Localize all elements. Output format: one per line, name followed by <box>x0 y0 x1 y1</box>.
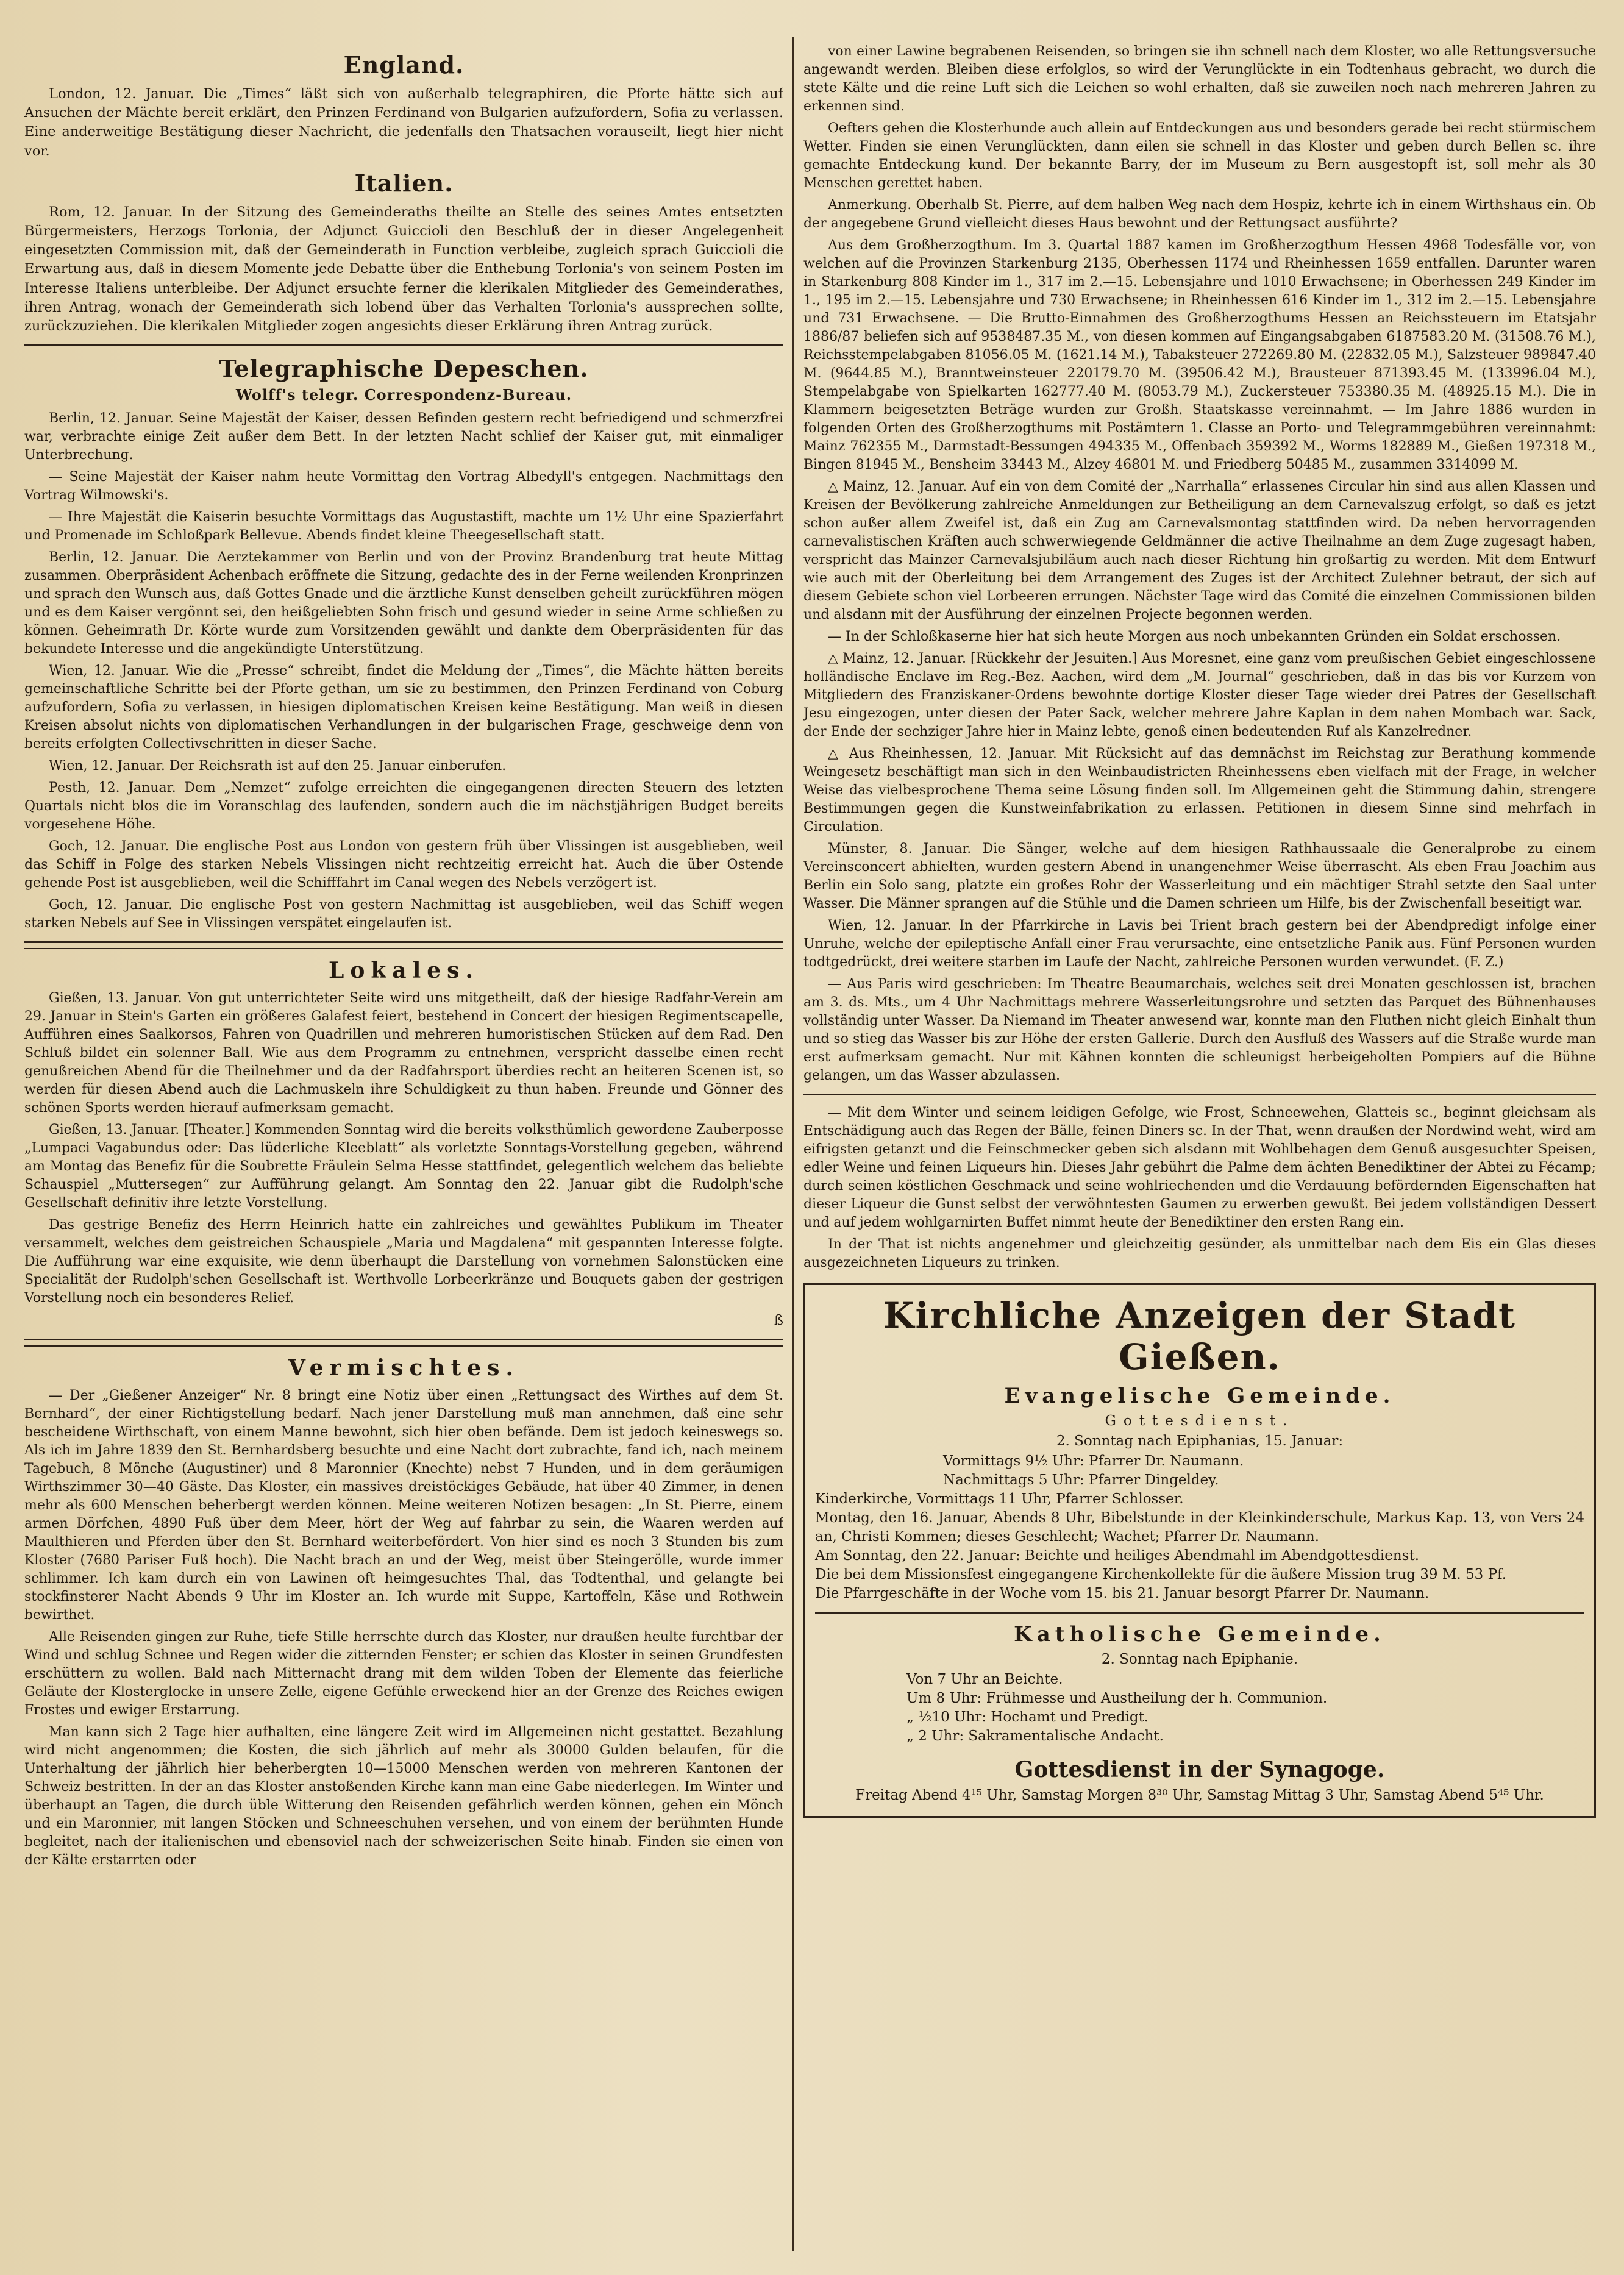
article-paragraph: △ Mainz, 12. Januar. [Rückkehr der Jesuiten.] Aus Moresnet, eine ganz vom preußischen Gebiet eingeschlossene holländische Enclave im Reg.-Bez. Aachen, wird dem „M. Journal“ geschrieben, daß in das bis vor Kurzem von Mitgliedern des Franziskaner-Ordens bewohnte dortige Kloster dieser Tage wieder drei Patres der Gesellschaft Jesu eingezogen, unter diesen der Pater Sack, welcher mehrere Jahre Kaplan in dem nahen Mombach war. Sack, der Ende der sechziger Jahre hier in Mainz lebte, genoß einen bedeutenden Ruf als Kanzelredner. <box>803 651 1596 739</box>
article-paragraph: △ Aus Rheinhessen, 12. Januar. Mit Rücksicht auf das demnächst im Reichstag zur Berathung kommende Weingesetz beschäftigt man sich in den Weinbaudistricten Rheinhessens eben vielfach mit der Frage, in welcher Weise das vielbesprochene Thema seine Lösung finden soll. Im Allgemeinen geht die Stimmung dahin, strengere Bestimmungen gegen die Kunstweinfabrikation zu erlassen. Petitionen in diesem Sinne sind mehrfach in Circulation. <box>803 746 1596 835</box>
right-column <box>803 43 1596 2251</box>
lokales-signature: ß <box>774 1312 783 1329</box>
telegraph-item: — Seine Majestät der Kaiser nahm heute Vormittag den Vortrag Albedyll's entgegen. Nachmittags den Vortrag Wilmowski's. <box>24 469 783 504</box>
afternoon-service: Nachmittags 5 Uhr: Pfarrer Dingeldey. <box>943 1472 1219 1488</box>
church-notices-box <box>803 1283 1596 1818</box>
vermischtes-item: Alle Reisenden gingen zur Ruhe, tiefe Stille herrschte durch das Kloster, nur draußen heulte furchtbar der Wind und schlug Schnee und Regen wider die zitternden Fenster; er schien das Kloster in seinen Grundfesten erschüttern zu wollen. Bald nach Mitternacht drang mit dem wilden Toben der Elemente das feierliche Geläute der Klosterglocke in unsere Zelle, eigene Gefühle erweckend hier an der Grenze des Reiches ewigen Frostes und ewiger Erstarrung. <box>24 1629 783 1718</box>
collection-notice: Die bei dem Missionsfest eingegangene Kirchenkollekte für die äußere Mission trug 39 M. 53 Pf. <box>815 1567 1507 1583</box>
telegraph-item: Goch, 12. Januar. Die englische Post von gestern Nachmittag ist ausgeblieben, weil das Schiff wegen starken Nebels auf See in Vlissingen verspätet eingelaufen ist. <box>24 897 783 931</box>
vermischtes-item: Man kann sich 2 Tage hier aufhalten, eine längere Zeit wird im Allgemeinen nicht gestattet. Bezahlung wird nicht angenommen; die Kosten, die sich jährlich auf mehr als 30000 Gulden belaufen, für die Unterhaltung der jährlich hier beherbergten 10—15000 Menschen werden von mehreren Kantonen der Schweiz bestritten. In der an das Kloster anstoßenden Kirche kann man eine Gabe niederlegen. Im Winter und überhaupt an Tagen, die durch üble Witterung den Reisenden gefährlich werden können, gehen ein Mönch und ein Maronnier, mit langen Stöcken und Schneeschuhen versehen, und von einem der berühmten Hunde begleitet, nach der italienischen und ebensoviel nach der schweizerischen Seite hinab. Finden sie einen von der Kälte erstarrten oder <box>24 1725 783 1868</box>
article-paragraph: von einer Lawine begrabenen Reisenden, so bringen sie ihn schnell nach dem Kloster, wo alle Rettungsversuche angewandt werden. Bleiben diese erfolglos, so wird der Verunglückte in ein Todtenhaus gebracht, wo durch die stete Kälte und die reine Luft sich die Leichen so wohl erhalten, daß sie zuweilen noch nach mehreren Jahren zu erkennen sind. <box>803 44 1596 114</box>
telegraph-item: Pesth, 12. Januar. Dem „Nemzet“ zufolge erreichten die eingegangenen directen Steuern des letzten Quartals nicht blos die im Voranschlag des laufenden, sondern auch die im nächstjährigen Budget bereits vorgesehene Höhe. <box>24 780 783 833</box>
vermischtes-heading: Vermischtes. <box>288 1355 519 1381</box>
service-label: Gottesdienst. <box>1105 1413 1295 1429</box>
article-paragraph: Wien, 12. Januar. In der Pfarrkirche in Lavis bei Trient brach gestern bei der Abendpredigt infolge einer Unruhe, welche der epileptische Anfall einer Frau verursachte, eine entsetzliche Panik aus. Fünf Personen wurden todtgedrückt, drei weitere starben im Laufe der Nacht, zahlreiche Personen wurden verwundet. (F. Z.) <box>803 918 1596 970</box>
divider <box>24 344 783 346</box>
telegraph-subheading: Wolff's telegr. Correspondenz-Bureau. <box>235 386 572 404</box>
telegraph-item: Goch, 12. Januar. Die englische Post aus London von gestern früh über Vlissingen ist ausgeblieben, weil das Schiff in Folge des starken Nebels Vlissingen nicht rechtzeitig erreicht hat. Auch die über Ostende gehende Post ist ausgeblieben, weil die Schifffahrt im Canal wegen des Nebels verzögert ist. <box>24 839 783 891</box>
bible-hour: Montag, den 16. Januar, Abends 8 Uhr, Bibelstunde in der Kleinkinderschule, Markus Kap. 13, von Vers 24 an, Christi Kommen; dieses Geschlecht; Wachet; Pfarrer Dr. Naumann. <box>815 1510 1584 1545</box>
article-paragraph: Oefters gehen die Klosterhunde auch allein auf Entdeckungen aus und besonders gerade bei recht stürmischem Wetter. Finden sie einen Verunglückten, dann eilen sie schnell in das Kloster und geben durch Bellen sc. ihre gemachte Entdeckung kund. Der bekannte Barry, der im Museum zu Bern ausgestopft ist, soll mehr als 30 Menschen gerettet haben. <box>803 121 1596 191</box>
italien-article: Rom, 12. Januar. In der Sitzung des Gemeinderaths theilte an Stelle des seines Amtes entsetzten Bürgermeisters, Herzogs Torlonia, der Adjunct Guiccioli den Beschluß der in dieser Angelegenheit eingesetzten Commission mit, daß der Gemeinderath in Function verbleibe, zugleich sprach Guiccioli die Erwartung aus, daß in diesem Momente jede Debatte über die Enthebung Torlonia's von seinem Posten im Interesse Italiens unterbleibe. Der Adjunct ersuchte ferner die klerikalen Mitglieder des Gemeinderathes, ihren Antrag, wonach der Gemeinderath sich lobend über das Verhalten Torlonia's aussprechen sollte, zurückzuziehen. Die klerikalen Mitglieder zogen angesichts dieser Erklärung ihren Antrag zurück. <box>24 204 783 335</box>
article-paragraph: — Aus Paris wird geschrieben: Im Theatre Beaumarchais, welches seit drei Monaten geschlossen ist, brachen am 3. ds. Mts., um 4 Uhr Nachmittags mehrere Wasserleitungsrohre und setzten das Parquet des Bühnenhauses vollständig unter Wasser. Da Niemand im Theater anwesend war, konnte man den Fluthen nicht gleich Einhalt thun und so stieg das Wasser bis zur Höhe der ersten Gallerie. Durch den Ausfluß des Wassers auf die Straße wurde man erst aufmerksam gemacht. Nur mit Kähnen konnten die schleunigst herbeigeholten Pompiers auf die Bühne gelangen, um das Wasser abzulassen. <box>803 977 1596 1083</box>
article-paragraph: Anmerkung. Oberhalb St. Pierre, auf dem halben Weg nach dem Hospiz, kehrte ich in einem Wirthshaus ein. Ob der angegebene Grund vielleicht dieses Haus bewohnt und der Rettungsact ausführte? <box>803 198 1596 231</box>
catholic-sunday: 2. Sonntag nach Epiphanie. <box>1101 1651 1298 1667</box>
advert-paragraph: In der That ist nichts angenehmer und gleichzeitig gesünder, als unmittelbar nach dem Eis ein Glas dieses ausgezeichneten Liqueurs zu trinken. <box>803 1237 1596 1270</box>
telegraph-item: Berlin, 12. Januar. Seine Majestät der Kaiser, dessen Befinden gestern recht befriedigend und schmerzfrei war, verbrachte einige Zeit außer dem Bett. In der letzten Nacht schlief der Kaiser gut, mit einmaliger Unterbrechung. <box>24 411 783 463</box>
divider <box>803 1094 1596 1095</box>
synagogue-heading: Gottesdienst in der Synagoge. <box>1014 1757 1385 1782</box>
column-rule <box>792 37 794 2251</box>
italien-heading: Italien. <box>354 169 454 197</box>
divider <box>24 1339 783 1347</box>
mass-line: Von 7 Uhr an Beichte. <box>906 1672 1063 1687</box>
england-article: London, 12. Januar. Die „Times“ läßt sich von außerhalb telegraphiren, die Pforte hätte sich auf Ansuchen der Mächte bereit erklärt, den Prinzen Ferdinand von Bulgarien aufzufordern, Sofia zu verlassen. Eine anderweitige Bestätigung dieser Nachricht, die jedenfalls den Thatsachen vorauseilt, liegt hier nicht vor. <box>24 86 783 159</box>
lokales-item: Gießen, 13. Januar. [Theater.] Kommenden Sonntag wird die bereits volksthümlich gewordene Zauberposse „Lumpaci Vagabundus oder: Das lüderliche Kleeblatt“ als vorletzte Sonntags-Vorstellung gegeben, während am Montag das Benefiz für die Soubrette Fräulein Selma Hesse stattfindet, gelegentlich welchem das beliebte Schauspiel „Muttersegen“ zur Aufführung gelangt. Am Sonntag den 22. Januar gibt die Rudolph'sche Gesellschaft definitiv ihre letzte Vorstellung. <box>24 1122 783 1211</box>
advert-paragraph: — Mit dem Winter und seinem leidigen Gefolge, wie Frost, Schneewehen, Glatteis sc., beginnt gleichsam als Entschädigung auch das Regen der Bälle, feinen Diners sc. In der That, wenn draußen der Nordwind weht, wird am eifrigsten getanzt und die Feinschmecker geben sich alsdann mit Wohlbehagen dem Genuß ausgesuchter Speisen, edler Weine und feinen Liqueurs hin. Dieses Jahr gebührt die Palme dem ächten Benediktiner der Abtei zu Fécamp; durch seinen köstlichen Geschmack und seine wohlriechenden und die Verdauung befördernden Eigenschaften hat dieser Liqueur die Gunst selbst der verwöhntesten Gaumen zu erwerben gewußt. Bei jedem vollständigen Dessert und auf jedem wohlgarnirten Buffet nimmt heute der Benediktiner den ersten Rang ein. <box>803 1105 1596 1230</box>
article-paragraph: — In der Schloßkaserne hier hat sich heute Morgen aus noch unbekannten Gründen ein Soldat erschossen. <box>828 629 1561 644</box>
parish-duty: Die Pfarrgeschäfte in der Woche vom 15. bis 21. Januar besorgt Pfarrer Dr. Naumann. <box>815 1586 1430 1601</box>
lokales-item: Gießen, 13. Januar. Von gut unterrichteter Seite wird uns mitgetheilt, daß der hiesige Radfahr-Verein am 29. Januar in Stein's Garten ein größeres Galafest feiert, bestehend in Concert der hiesigen Regimentscapelle, Aufführen eines Saalkorsos, Fahren von Quadrillen und mehreren humoristischen Stücken auf dem Rad. Den Schluß bildet ein solenner Ball. Wie aus dem Programm zu entnehmen, verspricht dasselbe einen recht genußreichen Abend für die Theilnehmer und da der Radfahrsport überdies recht an heiteren Scenen ist, so werden für diesen Abend auch die Lachmuskeln ihre Schuldigkeit zu thun haben. Freunde und Gönner des schönen Sports werden hierauf aufmerksam gemacht. <box>24 991 783 1116</box>
vermischtes-item: — Der „Gießener Anzeiger“ Nr. 8 bringt eine Notiz über einen „Rettungsact des Wirthes auf dem St. Bernhard“, der einer Richtigstellung bedarf. Nach jener Darstellung muß man annehmen, daß eine sehr bescheidene Wirthschaft, von einem Manne bewohnt, sich hier oben befände. Dem ist jedoch keineswegs so. Als ich im Jahre 1839 den St. Bernhardsberg besuchte und eine Nacht dort zubrachte, fand ich, nach meinem Tagebuch, 8 Mönche (Augustiner) und 8 Maronnier (Knechte) nebst 7 Hunden, und in dem geräumigen Wirthszimmer 30—40 Gäste. Das Kloster, ein massives dreistöckiges Gebäude, hat über 40 Zimmer, in denen mehr als 600 Menschen beherbergt werden können. Meine weiteren Notizen besagen: „In St. Pierre, einem armen Dörfchen, 4890 Fuß über dem Meer, hört der Weg auf fahrbar zu sein, die Waaren werden auf Maulthieren und Pferden über den St. Bernhard weiterbefördert. Von hier sind es noch 3 Stunden bis zum Kloster (7680 Pariser Fuß hoch). Die Nacht brach an und der Weg, meist über Steingerölle, wurde immer schlimmer. Ich kam durch ein von Lawinen oft heimgesuchtes Thal, das Todtenthal, und gelangte bei stockfinsterer Nacht Abends 9 Uhr im Kloster an. Ich wurde mit Suppe, Kartoffeln, Käse und Rothwein bewirthet. <box>24 1388 783 1623</box>
divider <box>24 941 783 949</box>
lokales-item: Das gestrige Benefiz des Herrn Heinrich hatte ein zahlreiches und gewähltes Publikum im Theater versammelt, welches dem geistreichen Schauspiele „Maria und Magdalena“ mit gespannten Interesse folgte. Die Aufführung war eine exquisite, wie denn überhaupt die Darstellung von vornehmen Salonstücken eine Specialität der Rudolph'schen Gesellschaft ist. Werthvolle Lorbeerkränze und Bouquets gaben der gestrigen Vorstellung noch ein besonderes Relief. <box>24 1217 783 1306</box>
lokales-heading: Lokales. <box>329 958 479 984</box>
catholic-heading: Katholische Gemeinde. <box>1014 1622 1386 1647</box>
telegraph-heading: Telegraphische Depeschen. <box>219 355 589 383</box>
synagogue-times: Freitag Abend 4¹⁵ Uhr, Samstag Morgen 8³⁰ Uhr, Samstag Mittag 3 Uhr, Samstag Abend 5⁴⁵ Uhr. <box>855 1787 1544 1803</box>
article-paragraph: △ Mainz, 12. Januar. Auf ein von dem Comité der „Narrhalla“ erlassenes Circular hin sind aus allen Klassen und Kreisen der Bevölkerung zahlreiche Anmeldungen zur Betheiligung an dem Carnevalszug erfolgt, so daß es jetzt schon außer allem Zweifel ist, daß ein Zug am Carnevalsmontag stattfinden wird. Da neben hervorragenden carnevalistischen Kräften auch schwerwiegende Geldmänner die active Theilnahme an dem Zuge zugesagt haben, verspricht das Mainzer Carnevalsjubiläum auch nach dieser Richtung hin großartig zu werden. Mit dem Entwurf wie auch mit der Oberleitung bei dem Arrangement des Zuges ist der Architect Zulehner betraut, der sich auf diesem Gebiete schon viel Lorbeeren errungen. Nächster Tage wird das Comité die einzelnen Commissionen bilden und alsdann mit der Ausführung der einzelnen Projecte begonnen werden. <box>803 479 1596 622</box>
article-paragraph: Münster, 8. Januar. Die Sänger, welche auf dem hiesigen Rathhaussaale die Generalprobe zu einem Vereinsconcert abhielten, wurden gestern Abend in unangenehmer Weise überrascht. Als eben Frau Joachim aus Berlin ein Solo sang, platzte ein großes Rohr der Wasserleitung und ein mächtiger Strahl setzte den Saal unter Wasser. Die Männer sprangen auf die Stühle und die Damen schrieen um Hilfe, bis der Zwischenfall beseitigt war. <box>803 841 1596 911</box>
left-column <box>24 43 783 2251</box>
morning-service: Vormittags 9½ Uhr: Pfarrer Dr. Naumann. <box>943 1453 1244 1469</box>
communion-notice: Am Sonntag, den 22. Januar: Beichte und heiliges Abendmahl im Abendgottesdienst. <box>815 1548 1420 1564</box>
church-heading: Kirchliche Anzeigen der Stadt Gießen. <box>883 1295 1516 1378</box>
mass-line: „ ½10 Uhr: Hochamt und Predigt. <box>906 1709 1149 1725</box>
mass-line: Um 8 Uhr: Frühmesse und Austheilung der h. Communion. <box>906 1690 1328 1706</box>
telegraph-item: Wien, 12. Januar. Wie die „Presse“ schreibt, findet die Meldung der „Times“, die Mächte hätten bereits gemeinschaftliche Schritte bei der Pforte gethan, um sie zu bestimmen, den Prinzen Ferdinand von Coburg aufzufordern, Sofia zu verlassen, in hiesigen diplomatischen Kreisen keine Bestätigung. Man weiß in diesen Kreisen absolut nichts von diplomatischen Verhandlungen in der bulgarischen Frage, geschweige denn von bereits erfolgten Collectivschritten in dieser Sache. <box>24 663 783 752</box>
children-church: Kinderkirche, Vormittags 11 Uhr, Pfarrer Schlosser. <box>815 1491 1184 1507</box>
england-heading: England. <box>343 51 465 79</box>
evangelical-heading: Evangelische Gemeinde. <box>1004 1384 1395 1408</box>
mass-line: „ 2 Uhr: Sakramentalische Andacht. <box>906 1728 1164 1744</box>
telegraph-item: — Ihre Majestät die Kaiserin besuchte Vormittags das Augustastift, machte um 1½ Uhr eine Spazierfahrt und Promenade im Schloßpark Bellevue. Abends findet kleine Theegesellschaft statt. <box>24 510 783 544</box>
telegraph-item: Wien, 12. Januar. Der Reichsrath ist auf den 25. Januar einberufen. <box>49 758 507 774</box>
telegraph-item: Berlin, 12. Januar. Die Aerztekammer von Berlin und von der Provinz Brandenburg trat heute Mittag zusammen. Oberpräsident Achenbach eröffnete die Sitzung, gedachte des in der Ferne weilenden Kronprinzen und sprach den Wunsch aus, daß Gottes Gnade und die ärztliche Kunst denselben geheilt zurückführen mögen und es dem Kaiser vergönnt sei, den heißgeliebten Sohn frisch und gesund wieder in seine Arme schließen zu können. Geheimrath Dr. Körte wurde zum Vorsitzenden gewählt und dankte dem Oberpräsidenten für das bekundete Interesse und die angekündigte Unterstützung. <box>24 550 783 657</box>
divider <box>815 1612 1584 1614</box>
article-paragraph: Aus dem Großherzogthum. Im 3. Quartal 1887 kamen im Großherzogthum Hessen 4968 Todesfälle vor, von welchen auf die Provinzen Starkenburg 2135, Oberhessen 1174 und Rheinhessen 1659 entfallen. Darunter waren in Starkenburg 808 Kinder im 1., 317 im 2.—15. Lebensjahre und 1010 Erwachsene; in Oberhessen 249 Kinder im 1., 195 im 2.—15. Lebensjahre und 730 Erwachsene; in Rheinhessen 616 Kinder im 1., 312 im 2.—15. Lebensjahre und 731 Erwachsene. — Die Brutto-Einnahmen des Großherzogthums Hessen an Reichssteuern im Etatsjahr 1886/87 beliefen sich auf 9538487.35 M., von diesen kommen auf Eingangsabgaben 6187583.20 M. (31508.76 M.), Reichsstempelabgaben 81056.05 M. (1621.14 M.), Tabaksteuer 272269.80 M. (22832.05 M.), Salzsteuer 989847.40 M. (9644.85 M.), Branntweinsteuer 220179.70 M. (39506.42 M.), Brausteuer 871393.45 M. (133996.04 M.), Stempelabgabe von Spielkarten 162777.40 M. (8053.79 M.), Zuckersteuer 753380.35 M. (48925.15 M.). Die in Klammern beigesetzten Beträge wurden zur Großh. Staatskasse vereinnahmt. — Im Jahre 1886 wurden in folgenden Orten des Großherzogthums mit Postämtern 1. Classe an Porto- und Telegrammgebühren vereinnahmt: Mainz 762355 M., Darmstadt-Bessungen 494335 M., Offenbach 359392 M., Worms 182889 M., Gießen 197318 M., Bingen 81945 M., Bensheim 33443 M., Alzey 46801 M. und Friedberg 50485 M., zusammen 3314099 M. <box>803 238 1596 472</box>
sunday-date: 2. Sonntag nach Epiphanias, 15. Januar: <box>1056 1433 1344 1449</box>
